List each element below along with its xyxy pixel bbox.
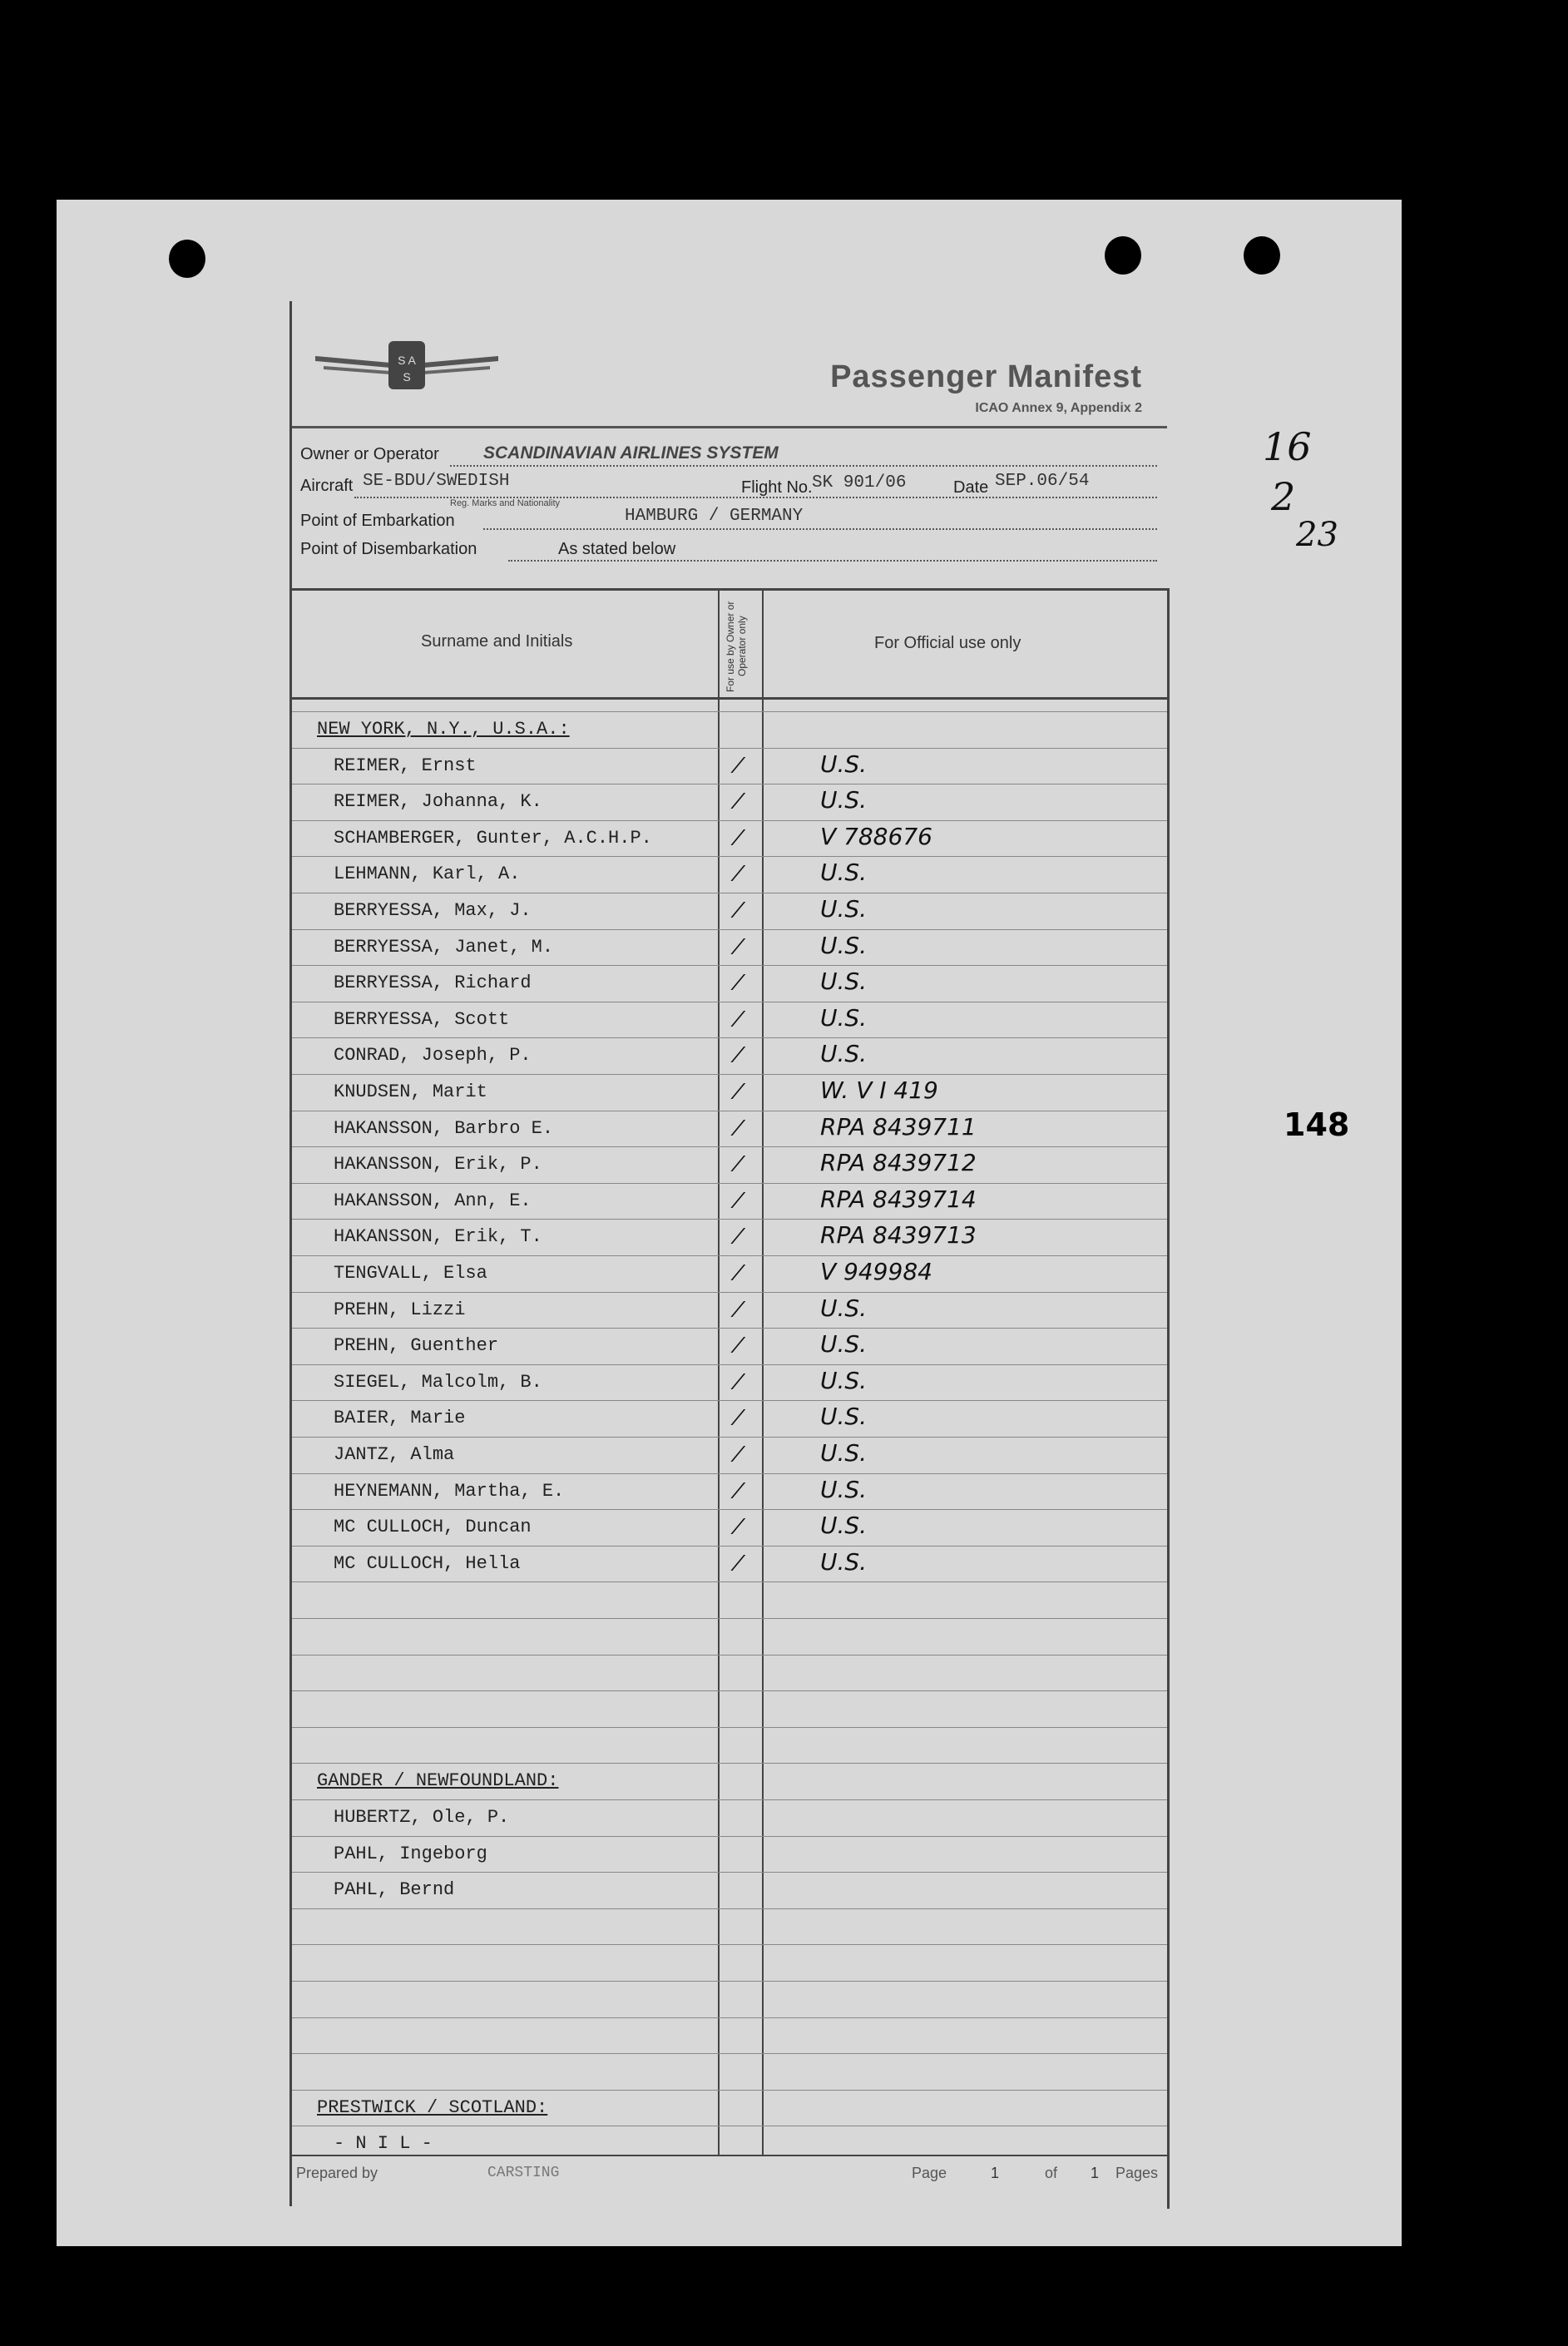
official-note: U.S. [820,1439,868,1467]
prepared-by-label: Prepared by [296,2165,378,2181]
official-note: U.S. [820,968,868,995]
ruled-line [292,965,1167,966]
passenger-name: HUBERTZ, Ole, P. [334,1807,510,1828]
form-header [292,301,1167,422]
official-note: U.S. [820,1004,868,1032]
col-official-header: For Official use only [874,634,1021,652]
ruled-line [292,1836,1167,1837]
punch-hole-right-b [1244,236,1280,275]
ruled-line [292,1473,1167,1474]
ruled-line [292,2090,1167,2091]
ruled-line [292,1255,1167,1256]
passenger-name: PAHL, Ingeborg [334,1844,487,1864]
flight-info [292,430,1167,572]
passenger-name: HAKANSSON, Ann, E. [334,1190,532,1211]
date-label: Date [953,478,989,497]
passenger-name: PAHL, Bernd [334,1879,455,1900]
ruled-line [292,1328,1167,1329]
aircraft-label: Aircraft [300,477,354,495]
official-note: W. V I 419 [820,1076,938,1104]
passenger-name: HAKANSSON, Erik, T. [334,1226,542,1247]
passenger-name: BERRYESSA, Richard [334,973,532,993]
operator-check-mark: ⁄ [737,752,741,778]
passenger-name: CONRAD, Joseph, P. [334,1045,532,1066]
ruled-line [292,1400,1167,1401]
ruled-line [292,1546,1167,1547]
official-note: U.S. [820,1548,868,1576]
operator-check-mark: ⁄ [737,1550,741,1576]
operator-check-mark: ⁄ [737,1187,741,1213]
margin-note-top: 16 [1263,424,1312,469]
official-note: U.S. [820,1476,868,1503]
column-divider-2 [762,591,764,2155]
ruled-line [292,856,1167,857]
ruled-line [292,1074,1167,1075]
ruled-line [292,1581,1167,1582]
passenger-name: TENGVALL, Elsa [334,1263,487,1284]
form-footer [292,2155,1167,2190]
operator-check-mark: ⁄ [737,933,741,959]
official-note: U.S. [820,1040,868,1067]
flight-label: Flight No. [741,478,813,497]
passenger-table [292,588,1170,2209]
official-note: U.S. [820,1330,868,1358]
official-note: V 788676 [820,823,932,850]
operator-check-mark: ⁄ [737,1441,741,1467]
official-note: U.S. [820,1512,868,1539]
official-note: U.S. [820,1403,868,1430]
operator-check-mark: ⁄ [737,1513,741,1539]
passenger-name: BERRYESSA, Scott [334,1009,510,1030]
passenger-name: MC CULLOCH, Hella [334,1553,521,1574]
column-divider-1 [718,591,720,2155]
pages-label: Pages [1115,2165,1159,2181]
svg-text:S: S [403,370,411,384]
passenger-name: SCHAMBERGER, Gunter, A.C.H.P. [334,828,652,849]
ruled-line [292,1944,1167,1945]
operator-check-mark: ⁄ [737,788,741,814]
ruled-line [292,748,1167,749]
operator-check-mark: ⁄ [737,1368,741,1394]
passenger-name: LEHMANN, Karl, A. [334,864,521,884]
passenger-name: SIEGEL, Malcolm, B. [334,1372,542,1393]
operator-check-mark: ⁄ [737,897,741,923]
col-owner-use-header: For use by Owner or Operator only [725,601,748,692]
embarkation-value: HAMBURG / GERMANY [625,507,804,526]
official-note: RPA 8439713 [820,1221,977,1249]
official-note: RPA 8439714 [820,1185,977,1213]
ruled-line [292,1655,1167,1656]
ruled-line [292,1872,1167,1873]
official-note: U.S. [820,1367,868,1394]
passenger-name: REIMER, Ernst [334,755,477,776]
ruled-line [292,1727,1167,1728]
ruled-line [292,1618,1167,1619]
passenger-name: KNUDSEN, Marit [334,1081,487,1102]
reg-marks-note: Reg. Marks and Nationality [450,498,561,508]
date-value: SEP.06/54 [995,472,1090,491]
ruled-line [292,2017,1167,2018]
margin-note-bottom: 23 [1296,516,1338,554]
passenger-name: JANTZ, Alma [334,1444,455,1465]
ruled-line [292,1219,1167,1220]
sas-winged-logo-icon [307,331,507,398]
operator-check-mark: ⁄ [737,1078,741,1104]
punch-hole-left [169,240,205,278]
operator-check-mark: ⁄ [737,1404,741,1430]
header-rule [292,426,1167,428]
disembarkation-value: As stated below [558,540,676,558]
operator-check-mark: ⁄ [737,969,741,995]
official-note: U.S. [820,859,868,886]
operator-check-mark: ⁄ [737,824,741,850]
page-label: Page [912,2165,947,2181]
passenger-name: PREHN, Guenther [334,1335,499,1356]
official-note: U.S. [820,750,868,778]
destination-heading: NEW YORK, N.Y., U.S.A.: [317,719,570,740]
official-note: U.S. [820,895,868,923]
page-total-value: 1 [1091,2165,1100,2181]
passenger-name: HAKANSSON, Erik, P. [334,1154,542,1175]
of-label: of [1045,2165,1058,2181]
official-note: U.S. [820,932,868,959]
passenger-name: BERRYESSA, Janet, M. [334,937,554,958]
operator-check-mark: ⁄ [737,1151,741,1176]
margin-note-mid: 2 [1271,474,1296,519]
col-surname-header: Surname and Initials [421,632,573,651]
form-title: Passenger Manifest [830,359,1142,394]
ruled-line [292,929,1167,930]
operator-check-mark: ⁄ [737,1115,741,1141]
passenger-manifest-form [289,301,1167,2206]
official-note: V 949984 [820,1258,932,1285]
owner-value: SCANDINAVIAN AIRLINES SYSTEM [483,443,779,463]
passenger-name: MC CULLOCH, Duncan [334,1517,532,1537]
ruled-line [292,711,1167,712]
official-note: U.S. [820,1294,868,1322]
aircraft-value: SE-BDU/SWEDISH [363,472,510,491]
form-subtitle: ICAO Annex 9, Appendix 2 [975,401,1142,415]
passenger-name: HAKANSSON, Barbro E. [334,1118,554,1139]
ruled-line [292,1437,1167,1438]
operator-check-mark: ⁄ [737,1042,741,1067]
operator-check-mark: ⁄ [737,1223,741,1249]
ruled-line [292,1763,1167,1764]
ruled-line [292,1146,1167,1147]
operator-check-mark: ⁄ [737,1296,741,1322]
ruled-line [292,1908,1167,1909]
ruled-line [292,1799,1167,1800]
ruled-line [292,1292,1167,1293]
ruled-line [292,1183,1167,1184]
passenger-name: PREHN, Lizzi [334,1299,466,1320]
table-header-rule [292,697,1167,700]
ruled-line [292,1981,1167,1982]
ruled-line [292,1690,1167,1691]
official-note: RPA 8439712 [820,1149,977,1176]
page-number-value: 1 [991,2165,1000,2181]
embarkation-label: Point of Embarkation [300,512,455,530]
passenger-name: REIMER, Johanna, K. [334,791,542,812]
manifest-sheet [57,200,1402,2246]
operator-check-mark: ⁄ [737,1477,741,1503]
operator-check-mark: ⁄ [737,1006,741,1032]
owner-label: Owner or Operator [300,445,439,463]
ruled-line [292,1037,1167,1038]
punch-hole-right-a [1105,236,1141,275]
passenger-name: HEYNEMANN, Martha, E. [334,1481,565,1502]
operator-check-mark: ⁄ [737,860,741,886]
passenger-name: BERRYESSA, Max, J. [334,900,532,921]
operator-check-mark: ⁄ [737,1332,741,1358]
disembarkation-label: Point of Disembarkation [300,540,477,558]
destination-heading: GANDER / NEWFOUNDLAND: [317,1770,559,1791]
passenger-name: - N I L - [334,2133,433,2154]
flight-value: SK 901/06 [812,473,907,492]
prepared-by-name: CARSTING [487,2165,560,2181]
ruled-line [292,2053,1167,2054]
passenger-name: BAIER, Marie [334,1408,466,1428]
page-stamp-number: 148 [1284,1106,1350,1143]
official-note: RPA 8439711 [820,1113,977,1141]
official-note: U.S. [820,786,868,814]
destination-heading: PRESTWICK / SCOTLAND: [317,2097,548,2118]
ruled-line [292,1509,1167,1510]
ruled-line [292,1364,1167,1365]
operator-check-mark: ⁄ [737,1260,741,1285]
svg-text:S A: S A [398,354,416,367]
ruled-line [292,820,1167,821]
